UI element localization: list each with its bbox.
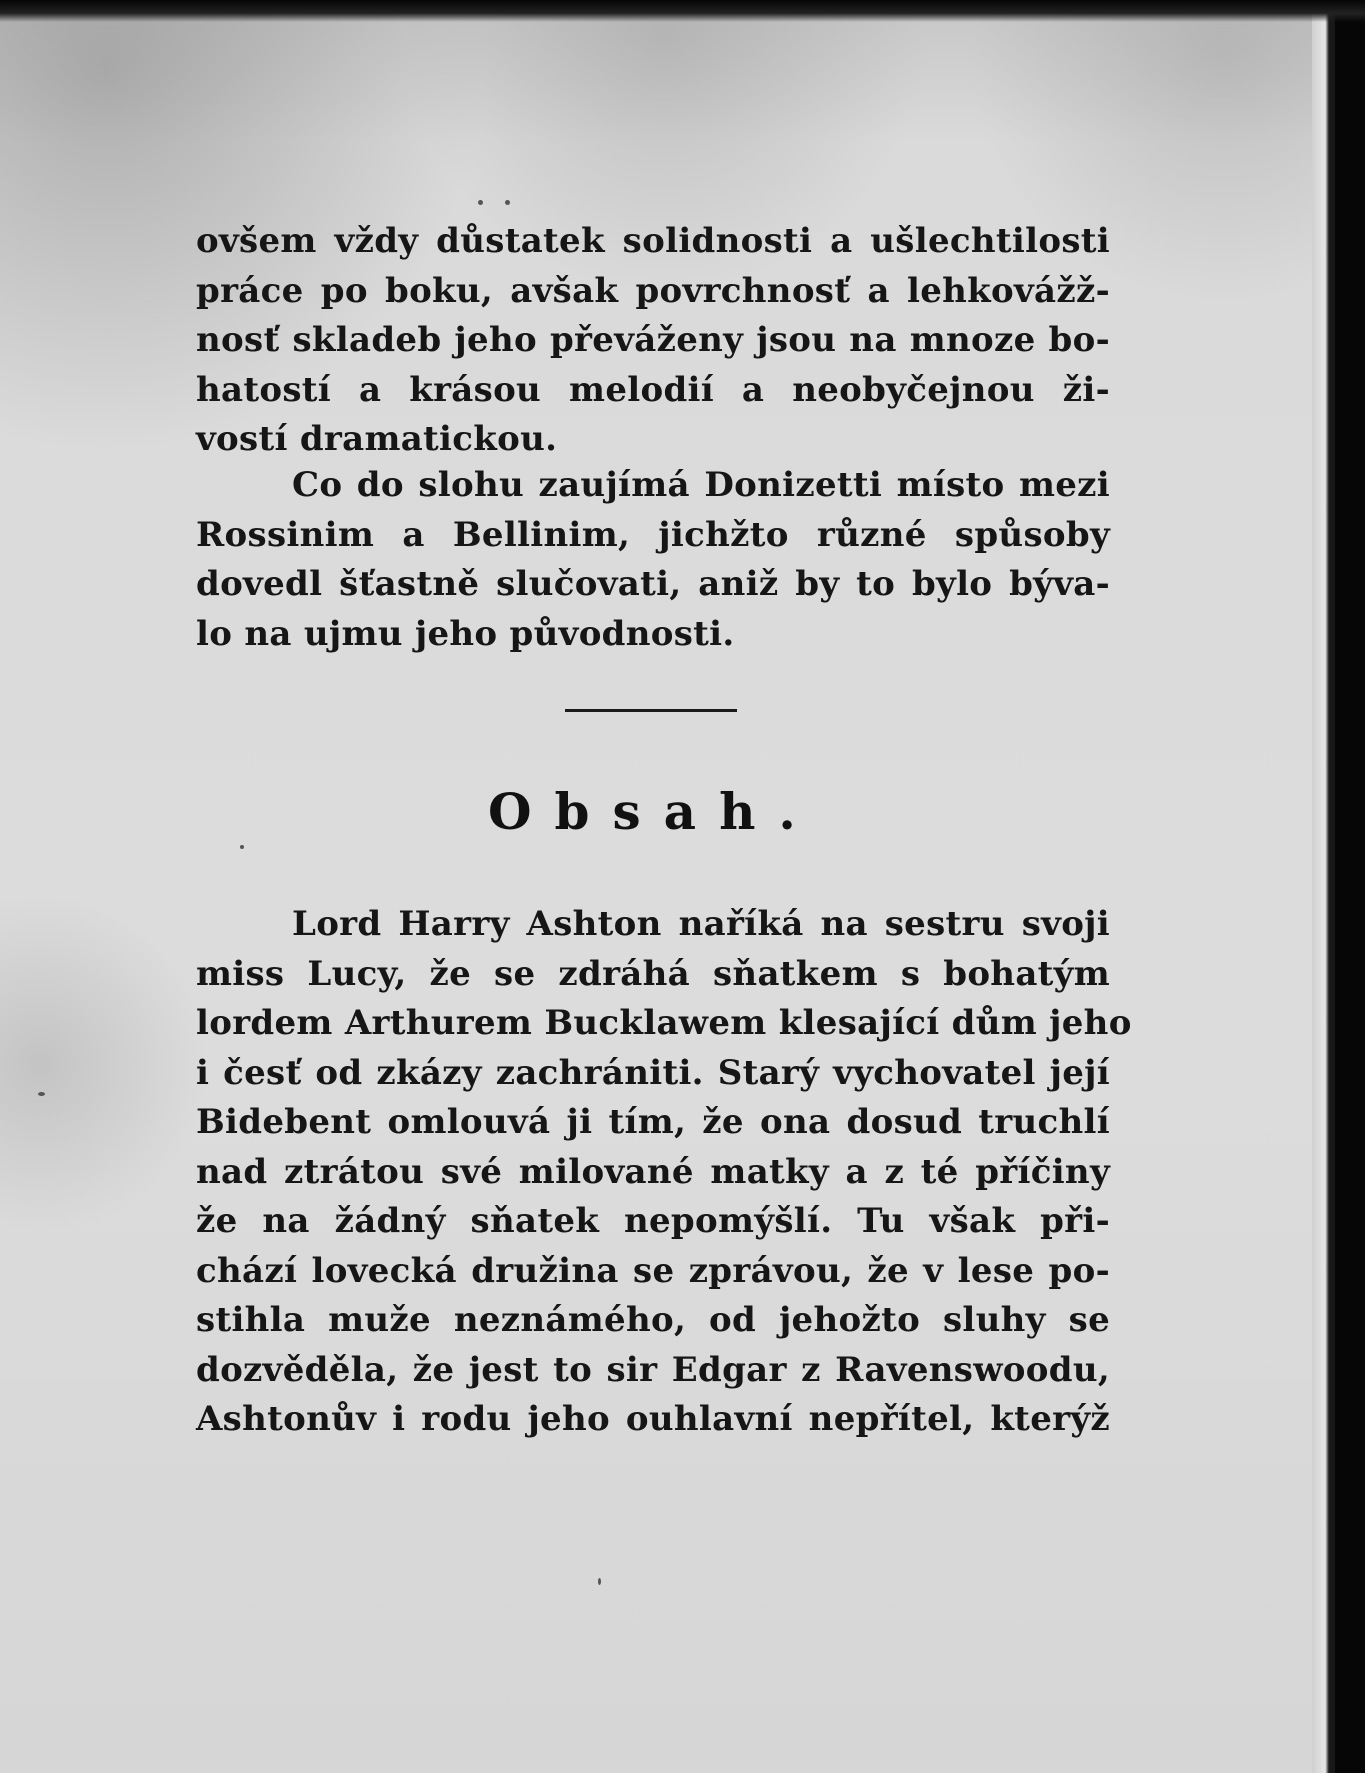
- text-line: chází lovecká družina se zprávou, že v lese po-: [196, 1250, 1110, 1291]
- text-line: lordem Arthurem Bucklawem klesající dům jeho: [196, 1003, 1132, 1043]
- text-line: i česť od zkázy zachrániti. Starý vychovatel její: [196, 1052, 1110, 1093]
- print-speck: [478, 200, 483, 205]
- print-speck: [38, 1092, 45, 1096]
- text-line: Co do slohu zaujímá Donizetti místo mezi: [292, 465, 1110, 505]
- print-speck: [505, 200, 510, 205]
- text-line: lo na ujmu jeho původnosti.: [196, 613, 735, 654]
- print-speck: [240, 845, 244, 849]
- text-line: práce po boku, avšak povrchnosť a lehkovážž-: [196, 270, 1110, 311]
- print-speck: [598, 1578, 601, 1585]
- section-heading: Obsah.: [488, 782, 819, 841]
- text-line: Ashtonův i rodu jeho ouhlavní nepřítel, kterýž: [196, 1399, 1110, 1439]
- text-line: že na žádný sňatek nepomýšlí. Tu však při-: [196, 1201, 1110, 1241]
- text-line: hatostí a krásou melodií a neobyčejnou ži-: [196, 369, 1110, 410]
- paragraph-synopsis: [196, 900, 1132, 1445]
- scan-border-top: [0, 0, 1365, 22]
- text-line: nad ztrátou své milované matky a z té příčiny: [196, 1151, 1110, 1192]
- paragraph-intro: [196, 217, 1110, 465]
- text-line: nosť skladeb jeho převáženy jsou na mnoze bo-: [196, 320, 1110, 360]
- text-line: ovšem vždy důstatek solidnosti a ušlechtilosti: [196, 221, 1110, 261]
- scan-border-right: [1335, 0, 1365, 1773]
- text-line: Lord Harry Ashton naříká na sestru svoji: [292, 904, 1110, 944]
- text-line: dovedl šťastně slučovati, aniž by to bylo býva-: [196, 564, 1110, 604]
- section-divider: [565, 709, 737, 712]
- text-line: stihla muže neznámého, od jehožto sluhy se: [196, 1300, 1110, 1340]
- paragraph-style: [196, 461, 1110, 659]
- text-line: dozvěděla, že jest to sir Edgar z Ravenswoodu,: [196, 1349, 1110, 1390]
- text-line: Rossinim a Bellinim, jichžto různé spůsoby: [196, 514, 1110, 555]
- text-line: Bidebent omlouvá ji tím, že ona dosud truchlí: [196, 1102, 1110, 1142]
- text-line: vostí dramatickou.: [196, 419, 558, 459]
- text-line: miss Lucy, že se zdráhá sňatkem s bohatým: [196, 953, 1110, 994]
